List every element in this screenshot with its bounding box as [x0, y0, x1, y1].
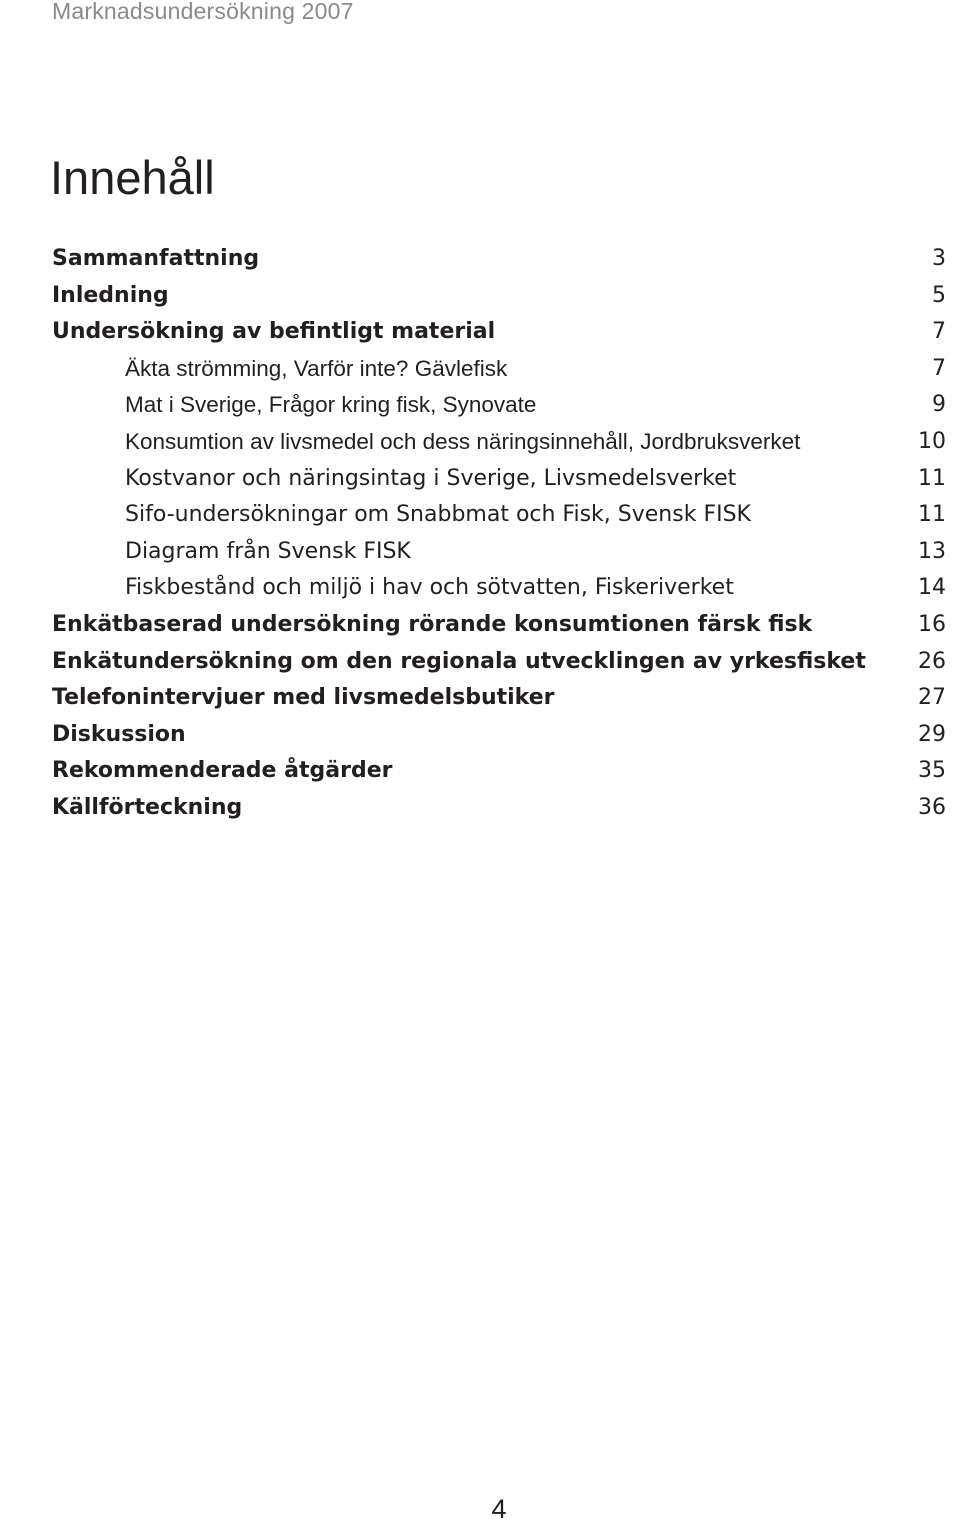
toc-entry-page: 10: [918, 428, 946, 454]
toc-entry-title: Sifo-undersökningar om Snabbmat och Fisk, Svensk FISK: [125, 502, 751, 528]
toc-entry-page: 27: [918, 685, 946, 711]
toc-entry-title: Diagram från Svensk FISK: [125, 538, 411, 564]
toc-entry-page: 36: [918, 794, 946, 820]
running-header: Marknadsundersökning 2007: [52, 0, 354, 24]
toc-entry-title: Konsumtion av livsmedel och dess näringsinnehåll, Jordbruksverket: [125, 428, 801, 454]
toc-entry-page: 7: [932, 319, 946, 345]
toc-entry-page: 11: [918, 465, 946, 491]
toc-entry-title: Enkätbaserad undersökning rörande konsumtionen färsk fisk: [52, 611, 813, 637]
toc-subentry[interactable]: [52, 570, 946, 607]
toc-subentry[interactable]: [52, 387, 946, 424]
page-number: 4: [491, 1494, 507, 1524]
toc-entry-title: Äkta strömming, Varför inte? Gävlefisk: [125, 355, 508, 381]
toc-entry-page: 14: [918, 575, 946, 601]
toc-entry-page: 7: [932, 355, 946, 381]
toc-entry[interactable]: [52, 753, 946, 790]
toc-entry[interactable]: [52, 278, 946, 315]
toc-entry[interactable]: [52, 607, 946, 644]
toc-entry-page: 11: [918, 502, 946, 528]
toc-entry[interactable]: [52, 680, 946, 717]
toc-entry-page: 16: [918, 611, 946, 637]
toc-entry[interactable]: [52, 790, 946, 827]
toc-entry-title: Sammanfattning: [52, 246, 260, 271]
page-title: Innehåll: [50, 151, 215, 204]
toc-entry[interactable]: [52, 644, 946, 681]
toc-entry-page: 29: [918, 721, 946, 747]
toc-entry[interactable]: [52, 314, 946, 351]
toc-entry-title: Källförteckning: [52, 794, 243, 820]
toc-entry-title: Rekommenderade åtgärder: [52, 758, 393, 784]
toc-entry-title: Enkätundersökning om den regionala utvecklingen av yrkesfisket: [52, 648, 866, 674]
toc-entry-title: Telefonintervjuer med livsmedelsbutiker: [52, 685, 555, 711]
toc-entry-page: 35: [918, 758, 946, 784]
table-of-contents: [52, 241, 946, 827]
toc-entry-title: Mat i Sverige, Frågor kring fisk, Synovate: [125, 392, 537, 418]
toc-entry-page: 5: [932, 282, 946, 308]
toc-entry[interactable]: [52, 717, 946, 754]
toc-entry[interactable]: [52, 241, 946, 278]
toc-entry-title: Inledning: [52, 282, 169, 308]
toc-entry-page: 26: [918, 648, 946, 674]
toc-subentry[interactable]: [52, 461, 946, 498]
toc-subentry[interactable]: [52, 351, 946, 388]
toc-subentry[interactable]: [52, 534, 946, 571]
toc-entry-title: Kostvanor och näringsintag i Sverige, Livsmedelsverket: [125, 465, 737, 491]
toc-subentry[interactable]: [52, 424, 946, 461]
toc-entry-title: Undersökning av befintligt material: [52, 319, 496, 345]
toc-entry-page: 3: [932, 246, 946, 271]
toc-subentry[interactable]: [52, 497, 946, 534]
toc-entry-page: 9: [932, 392, 946, 418]
toc-entry-page: 13: [918, 538, 946, 564]
toc-entry-title: Fiskbestånd och miljö i hav och sötvatten, Fiskeriverket: [125, 575, 734, 601]
toc-entry-title: Diskussion: [52, 721, 186, 747]
